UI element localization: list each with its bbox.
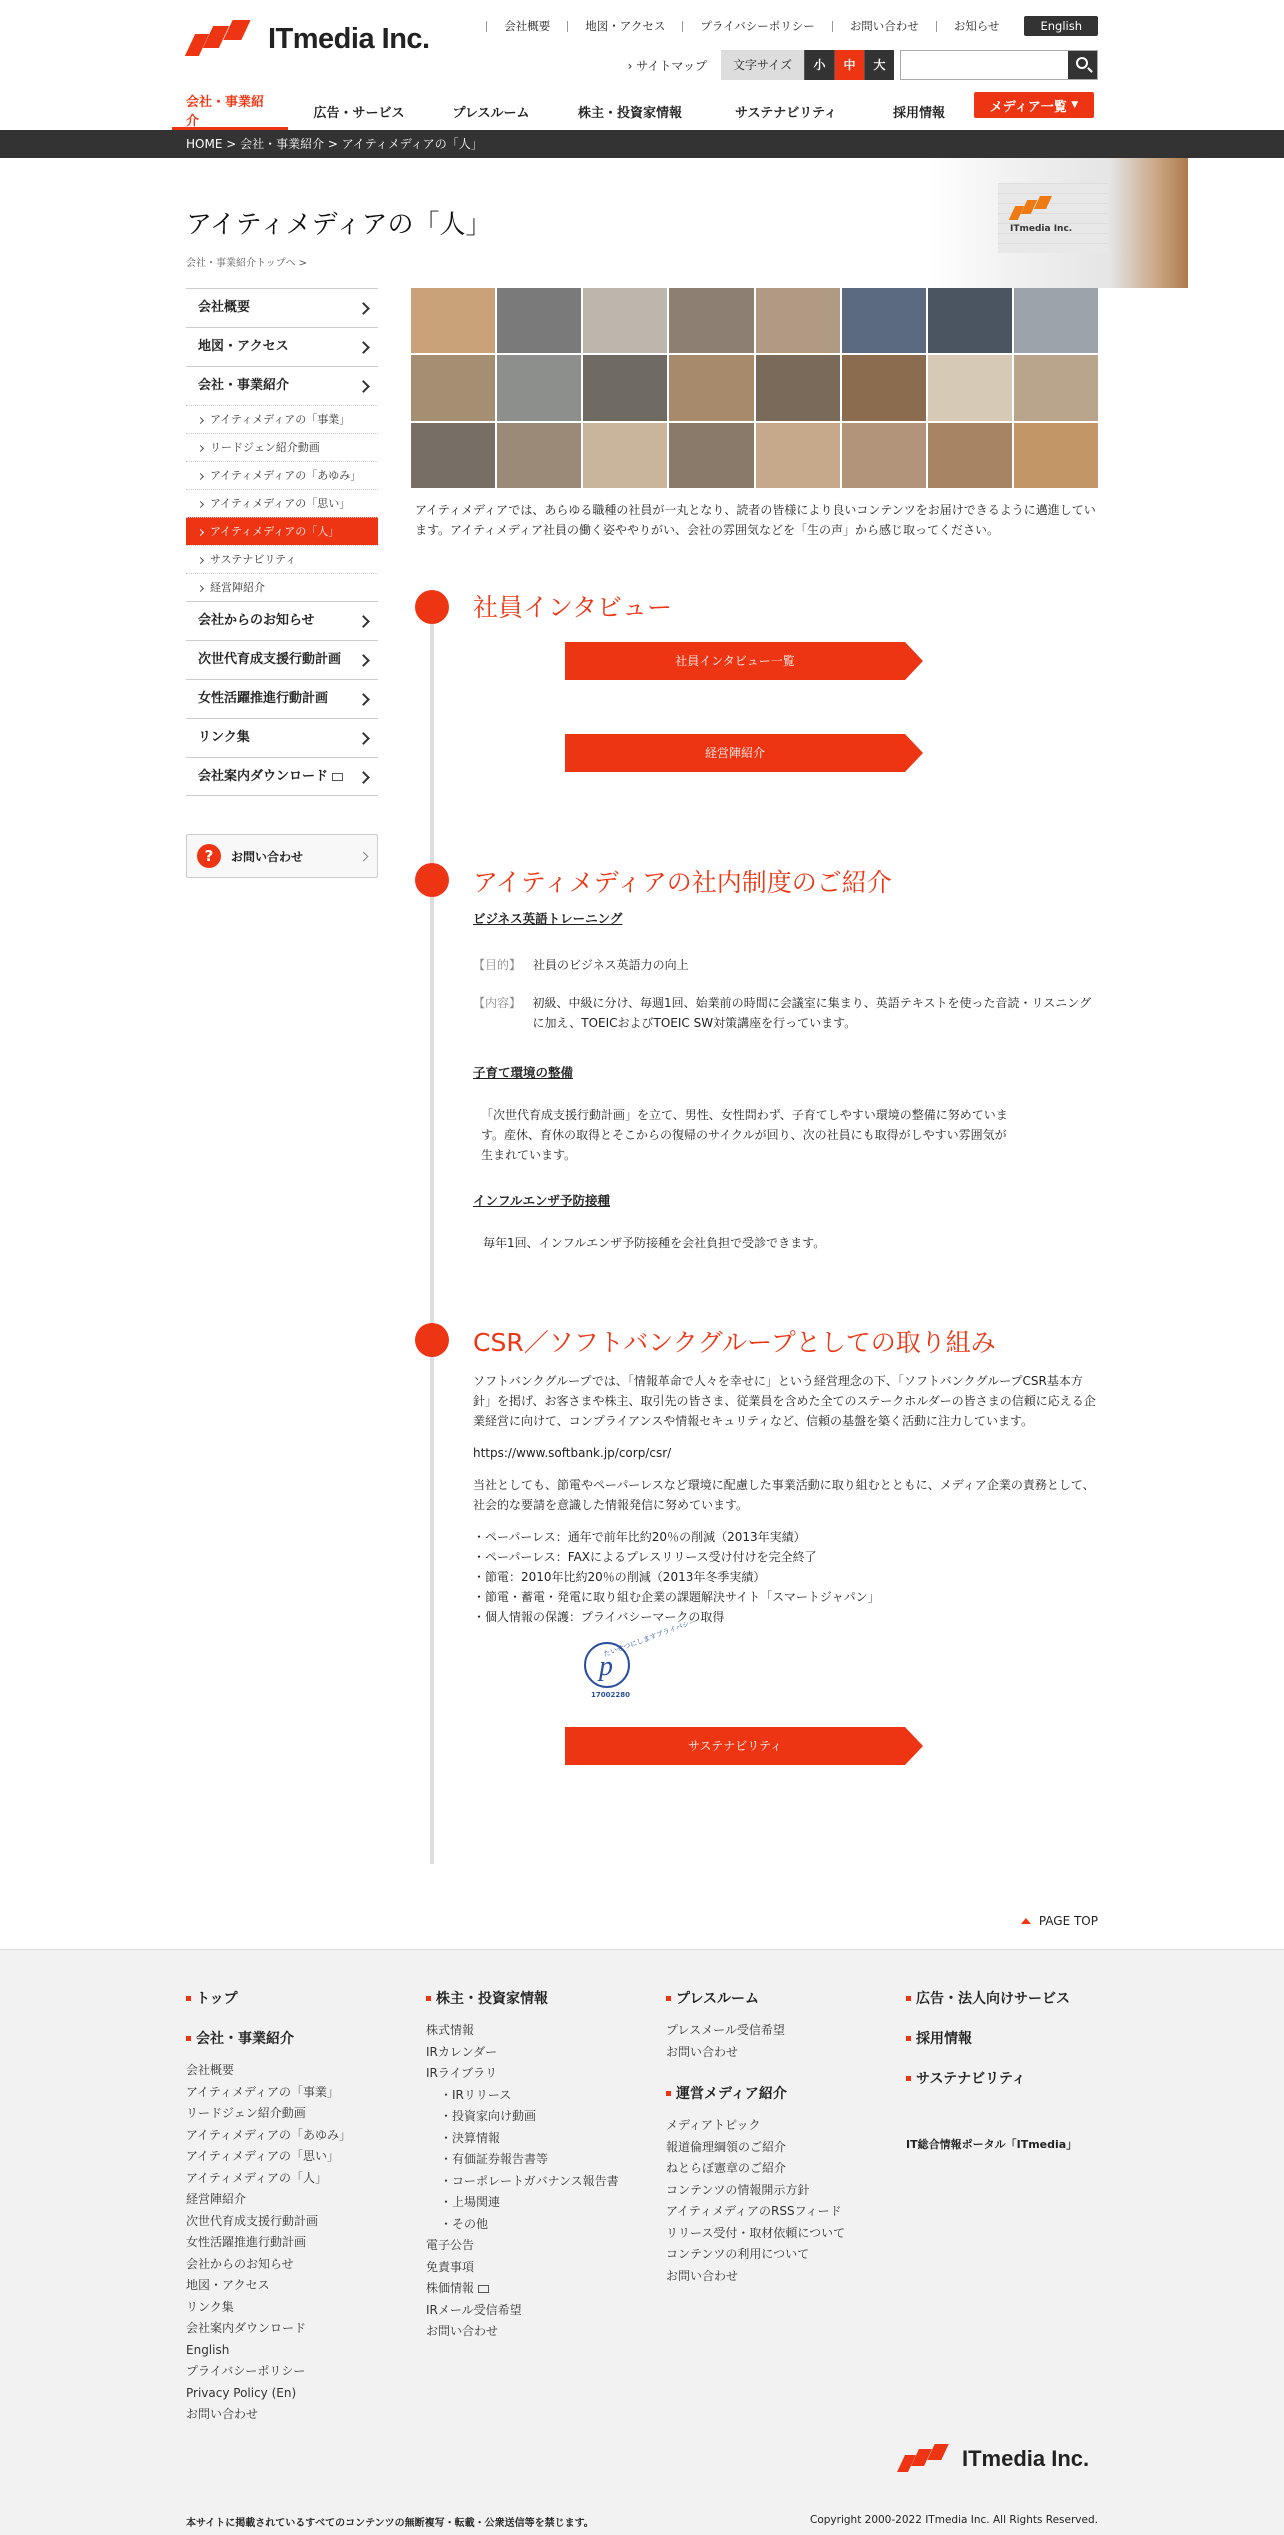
breadcrumb[interactable]: HOME > 会社・事業紹介 > アイティメディアの「人」 <box>186 137 483 151</box>
purpose-key: 【目的】 <box>473 958 522 972</box>
sidebar-sub-sustainability[interactable]: サステナビリティ <box>186 545 378 573</box>
footer-link[interactable]: お問い合わせ <box>666 2044 739 2059</box>
photo <box>928 288 1012 353</box>
photo <box>669 288 753 353</box>
footer-link[interactable]: 株価情報 <box>426 2278 656 2300</box>
photo <box>928 423 1012 488</box>
page-title: アイティメディアの「人」 <box>186 210 492 240</box>
section-interview <box>411 588 1098 772</box>
header-tools <box>628 50 1098 80</box>
csr-list <box>473 1527 1098 1627</box>
footer-col-press <box>666 1988 896 2287</box>
footer-link[interactable]: 会社案内ダウンロード <box>186 2321 307 2335</box>
photo <box>1014 288 1098 353</box>
footer-links <box>666 2115 896 2287</box>
logo-mark-icon <box>898 2444 958 2474</box>
footer-heading-top[interactable]: トップ <box>186 1988 416 2008</box>
chevron-right-icon: › <box>627 58 633 73</box>
footer-heading-media[interactable]: 運営メディア紹介 <box>666 2083 896 2103</box>
footer <box>0 1949 1284 2535</box>
footer-links <box>426 2020 656 2343</box>
footer-link[interactable]: IRライブラリ <box>426 2066 498 2080</box>
footer-link[interactable]: コンテンツの利用について <box>666 2247 810 2261</box>
photo <box>669 423 753 488</box>
sidebar-item-access[interactable]: 地図・アクセス <box>186 327 378 366</box>
sidebar-item-company[interactable]: 会社・事業紹介 <box>186 366 378 405</box>
footer-link[interactable]: ねとらぼ憲章のご紹介 <box>666 2161 787 2175</box>
section-title: 社員インタビュー <box>473 593 673 622</box>
footer-heading-sustainability[interactable]: サステナビリティ <box>906 2068 1136 2088</box>
footer-link[interactable]: 会社からのお知らせ <box>186 2256 294 2271</box>
photo <box>842 423 926 488</box>
footer-link[interactable]: アイティメディアの「事業」 <box>186 2084 340 2099</box>
sidebar-sub-people[interactable]: アイティメディアの「人」 <box>186 517 378 545</box>
photo <box>411 355 495 420</box>
photo <box>756 355 840 420</box>
footer-link[interactable]: ・決算情報 <box>440 2130 501 2145</box>
footer-link[interactable]: 次世代育成支援行動計画 <box>186 2213 319 2228</box>
sidebar-sub-business[interactable]: アイティメディアの「事業」 <box>186 405 378 433</box>
footer-heading-recruit[interactable]: 採用情報 <box>906 2028 1136 2048</box>
footer-link[interactable]: 地図・アクセス <box>186 2278 270 2292</box>
photo <box>583 288 667 353</box>
timeline-dot <box>415 863 449 897</box>
search-icon <box>1076 57 1088 69</box>
purpose-value: 社員のビジネス英語力の向上 <box>533 958 689 972</box>
content-key: 【内容】 <box>473 996 522 1010</box>
footer-link[interactable]: Privacy Policy (En) <box>186 2385 297 2400</box>
font-size-small-button[interactable]: 小 <box>804 50 834 80</box>
privacy-mark-number: 17002280 <box>591 1691 630 1699</box>
hero-office-image <box>928 158 1188 288</box>
footer-link[interactable]: 経営陣紹介 <box>186 2192 247 2206</box>
english-button[interactable]: English <box>1024 16 1098 36</box>
timeline-dot <box>415 590 449 624</box>
childcare-text: 「次世代育成支援行動計画」を立て、男性、女性問わず、子育てしやすい環境の整備に努めています。産休、育休の取得とそこからの復帰のサイクルが回り、次の社員にも取得がしやすい雰囲気が生まれています。 <box>481 1108 1008 1162</box>
utility-link-access[interactable]: 地図・アクセス <box>567 21 682 32</box>
content-row <box>473 993 1098 1033</box>
photo <box>842 288 926 353</box>
footer-links <box>666 2020 896 2063</box>
photo <box>756 288 840 353</box>
sitemap-label: サイトマップ <box>636 58 707 73</box>
photo <box>497 288 581 353</box>
footer-link[interactable]: 報道倫理綱領のご紹介 <box>666 2139 787 2154</box>
gnav-sustainability[interactable]: サステナビリティ <box>735 105 837 121</box>
staff-photo-collage <box>411 288 1098 488</box>
gnav-ir[interactable]: 株主・投資家情報 <box>577 105 682 121</box>
content-value: 初級、中級に分け、毎週1回、始業前の時間に会議室に集まり、英語テキストを使った音読・リスニングに加え、TOEICおよびTOEIC SW対策講座を行っています。 <box>532 996 1091 1030</box>
search-input[interactable] <box>901 51 1068 79</box>
utility-nav <box>486 16 1098 36</box>
gnav-company[interactable]: 会社・事業紹介 <box>172 92 288 130</box>
sidebar-item-download-label: 会社案内ダウンロード <box>198 769 329 784</box>
copyright: Copyright 2000-2022 ITmedia Inc. All Rights Reserved. <box>810 2514 1098 2526</box>
photo <box>497 423 581 488</box>
footer-link[interactable]: ・IRリリース <box>440 2087 512 2102</box>
search-button[interactable] <box>1068 51 1097 79</box>
list-item: ・節電・蓄電・発電に取り組む企業の課題解決サイト「スマートジャパン」 <box>473 1590 880 1604</box>
footer-logo[interactable] <box>898 2444 1089 2474</box>
interview-list-button[interactable]: 社員インタビュー一覧 <box>565 642 905 680</box>
back-to-company-link[interactable]: 会社・事業紹介トップへ > <box>186 258 308 269</box>
sidebar-item-women[interactable]: 女性活躍推進行動計画 <box>186 679 378 718</box>
footer-heading-ads[interactable]: 広告・法人向けサービス <box>906 1988 1136 2008</box>
utility-link-news[interactable]: お知らせ <box>936 21 1017 32</box>
list-item: ・個人情報の保護：プライバシーマークの取得 <box>473 1610 725 1624</box>
photo <box>411 288 495 353</box>
csr-text: ソフトバンクグループでは、「情報革命で人々を幸せに」という経営理念の下、「ソフトバンクグループCSR基本方針」を掲げ、お客さまや株主、取引先の皆さま、従業員を含めた全てのステークホルダーの皆さまの信頼に応える企業経営に向けて、コンプライアンスや情報セキュリティなど、信頼の基盤を築く活動に注力しています。 <box>473 1374 1096 1428</box>
page-top-link[interactable]: PAGE TOP <box>1021 1914 1098 1928</box>
photo <box>583 355 667 420</box>
footer-link[interactable]: お問い合わせ <box>666 2268 739 2283</box>
footer-link[interactable]: アイティメディアのRSSフィード <box>666 2204 842 2218</box>
footer-link[interactable]: ・上場関連 <box>440 2195 501 2209</box>
footer-link[interactable]: 免責事項 <box>426 2259 475 2274</box>
footer-link[interactable]: ・有価証券報告書等 <box>440 2152 549 2166</box>
softbank-csr-link[interactable]: https://www.softbank.jp/corp/csr/ <box>473 1446 672 1460</box>
sidebar-item-download[interactable] <box>186 757 378 796</box>
question-icon: ? <box>197 844 221 868</box>
photo <box>411 423 495 488</box>
utility-link-privacy[interactable]: プライバシーポリシー <box>682 21 831 32</box>
footer-heading-ir[interactable]: 株主・投資家情報 <box>426 1988 656 2008</box>
list-item: ・節電：2010年比約20％の削減（2013年冬季実績） <box>473 1570 766 1584</box>
utility-link-contact[interactable]: お問い合わせ <box>832 21 936 32</box>
itmedia-portal-link[interactable]: IT総合情報ポータル「ITmedia」 <box>906 2138 1078 2151</box>
footer-link[interactable]: リリース受付・取材依頼について <box>666 2225 846 2240</box>
footer-link[interactable]: プレスメール受信希望 <box>666 2023 785 2037</box>
footer-link[interactable]: コンテンツの情報開示方針 <box>666 2182 810 2197</box>
gnav-ads[interactable]: 広告・サービス <box>313 105 405 121</box>
subheading-flu: インフルエンザ予防接種 <box>473 1193 611 1208</box>
photo <box>669 355 753 420</box>
sitemap-link[interactable] <box>628 57 707 74</box>
photo <box>1014 423 1098 488</box>
global-nav <box>172 92 1098 130</box>
footer-link[interactable]: IRカレンダー <box>426 2044 498 2059</box>
executives-button[interactable]: 経営陣紹介 <box>565 734 905 772</box>
external-window-icon <box>332 773 343 781</box>
section-title: アイティメディアの社内制度のご紹介 <box>473 868 892 897</box>
footer-col-company <box>186 1988 416 2426</box>
gnav-recruit[interactable]: 採用情報 <box>892 105 945 121</box>
footer-link[interactable]: お問い合わせ <box>426 2324 499 2338</box>
footer-link[interactable]: プライバシーポリシー <box>186 2364 306 2378</box>
flu-text: 毎年1回、インフルエンザ予防接種を会社負担で受診できます。 <box>483 1236 826 1250</box>
section-systems <box>411 863 1098 1253</box>
privacy-mark-caption: たいせつにしますプライバシー <box>602 1617 698 1659</box>
photo <box>842 355 926 420</box>
copyright-notice: 本サイトに掲載されているすべてのコンテンツの無断複写・転載・公衆送信等を禁じます。 <box>186 2518 594 2529</box>
footer-link[interactable]: アイティメディアの「あゆみ」 <box>186 2127 352 2142</box>
sidebar <box>186 288 378 878</box>
header <box>186 0 1098 130</box>
external-window-icon <box>478 2285 489 2293</box>
footer-link[interactable]: ・その他 <box>440 2216 489 2231</box>
main-content <box>411 288 1098 1753</box>
footer-link[interactable]: リンク集 <box>186 2299 234 2314</box>
logo-mark-icon <box>186 20 262 58</box>
search-box <box>900 50 1098 80</box>
photo <box>756 423 840 488</box>
photo <box>497 355 581 420</box>
footer-link[interactable]: 株式情報 <box>426 2023 475 2037</box>
subheading-childcare: 子育て環境の整備 <box>473 1065 574 1080</box>
footer-link[interactable]: English <box>186 2342 230 2357</box>
list-item: ・ペーパーレス：FAXによるプレスリリース受け付けを完全終了 <box>473 1550 817 1564</box>
sidebar-contact-label: お問い合わせ <box>231 849 304 864</box>
sidebar-item-news[interactable]: 会社からのお知らせ <box>186 601 378 640</box>
footer-link[interactable]: リードジェン紹介動画 <box>186 2106 306 2120</box>
footer-link[interactable]: IRメール受信希望 <box>426 2302 522 2317</box>
sidebar-contact-button[interactable] <box>186 834 378 878</box>
hero-logo <box>1008 196 1078 232</box>
photo <box>1014 355 1098 420</box>
list-item: ・ペーパーレス：通年で前年比約20％の削減（2013年実績） <box>473 1530 806 1544</box>
sidebar-item-overview[interactable]: 会社概要 <box>186 288 378 327</box>
privacy-mark <box>581 1617 698 1705</box>
utility-link-company[interactable]: 会社概要 <box>486 21 567 32</box>
footer-link[interactable]: 女性活躍推進行動計画 <box>186 2235 307 2249</box>
site-logo[interactable] <box>186 20 430 58</box>
intro-text: アイティメディアでは、あらゆる職種の社員が一丸となり、読者の皆様により良いコンテンツをお届けできるように邁進しています。アイティメディア社員の働く姿ややりがい、会社の雰囲気などを「生の声」から感じ取ってください。 <box>415 503 1096 537</box>
font-size-label: 文字サイズ <box>721 50 804 80</box>
footer-link[interactable]: アイティメディアの「人」 <box>186 2170 328 2185</box>
font-size-medium-button[interactable]: 中 <box>834 50 864 80</box>
footer-link[interactable]: お問い合わせ <box>186 2407 259 2421</box>
purpose-row <box>473 955 1098 975</box>
media-list-label: メディア一覧 <box>989 99 1067 115</box>
sidebar-sub-executives[interactable]: 経営陣紹介 <box>186 573 378 601</box>
footer-link[interactable]: メディアトピック <box>666 2118 761 2132</box>
chevron-down-icon: ▼ <box>1071 100 1079 110</box>
svg-text:p: p <box>599 1651 613 1682</box>
footer-col-services <box>906 1988 1136 2152</box>
hero-logo-text: ITmedia Inc. <box>1010 224 1073 234</box>
sustainability-button[interactable]: サステナビリティ <box>565 1727 905 1765</box>
section-title: CSR／ソフトバンクグループとしての取り組み <box>473 1328 996 1357</box>
footer-col-ir <box>426 1988 656 2343</box>
footer-link[interactable]: アイティメディアの「思い」 <box>186 2149 340 2163</box>
eco-text: 当社としても、節電やペーパーレスなど環境に配慮した事業活動に取り組むとともに、メディア企業の責務として、社会的な要請を意識した情報発信に努めています。 <box>473 1478 1095 1512</box>
media-list-button[interactable] <box>974 92 1094 118</box>
timeline-dot <box>415 1323 449 1357</box>
footer-link[interactable]: ・投資家向け動画 <box>440 2109 537 2123</box>
footer-link[interactable]: ・コーポレートガバナンス報告書 <box>440 2173 619 2188</box>
page-header <box>186 158 1098 288</box>
font-size-large-button[interactable]: 大 <box>864 50 894 80</box>
section-csr <box>411 1323 1098 1765</box>
breadcrumb-bar <box>0 130 1284 158</box>
footer-heading-press[interactable]: プレスルーム <box>666 1988 896 2008</box>
subheading-english: ビジネス英語トレーニング <box>473 911 623 926</box>
logo-text: ITmedia Inc. <box>268 22 430 55</box>
footer-heading-company[interactable]: 会社・事業紹介 <box>186 2028 416 2048</box>
sidebar-sub-history[interactable]: アイティメディアの「あゆみ」 <box>186 461 378 489</box>
gnav-press[interactable]: プレスルーム <box>452 105 530 121</box>
footer-links <box>186 2060 416 2426</box>
footer-logo-text: ITmedia Inc. <box>962 2446 1090 2471</box>
sidebar-item-next-gen[interactable]: 次世代育成支援行動計画 <box>186 640 378 679</box>
photo <box>928 355 1012 420</box>
footer-link[interactable]: 電子公告 <box>426 2238 475 2252</box>
sidebar-sub-leadgen[interactable]: リードジェン紹介動画 <box>186 433 378 461</box>
sidebar-item-links[interactable]: リンク集 <box>186 718 378 757</box>
sidebar-sub-thoughts[interactable]: アイティメディアの「思い」 <box>186 489 378 517</box>
footer-link[interactable]: 会社概要 <box>186 2063 235 2077</box>
photo <box>583 423 667 488</box>
